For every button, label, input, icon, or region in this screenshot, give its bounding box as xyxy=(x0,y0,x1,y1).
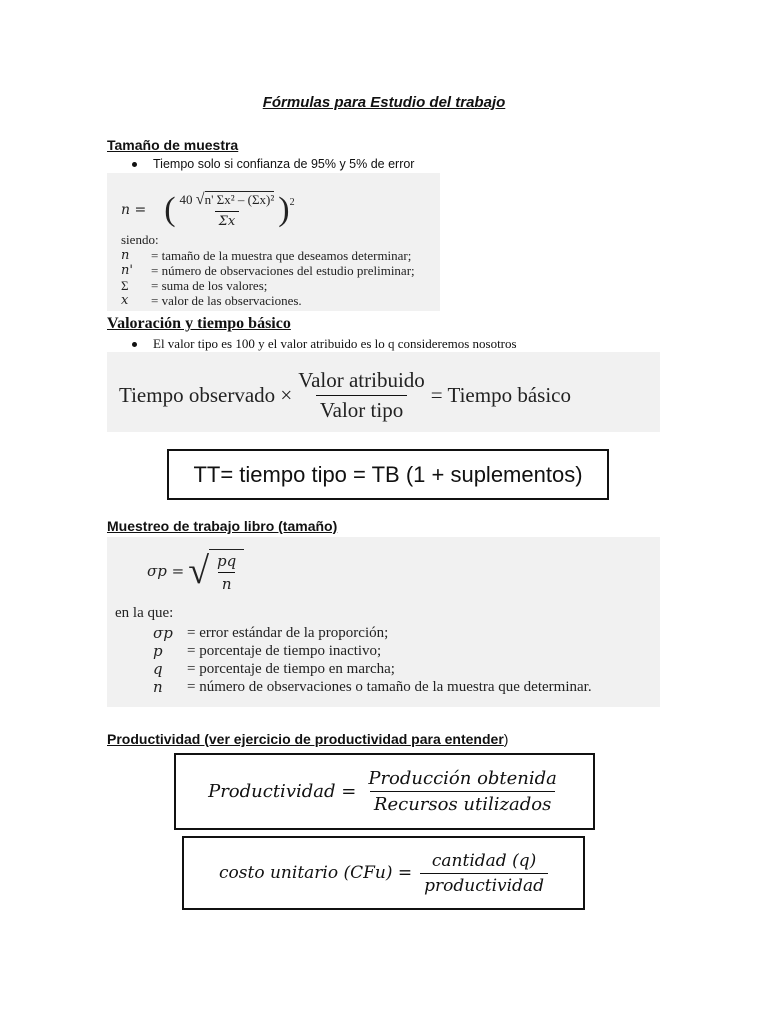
sample-size-definitions xyxy=(121,248,421,308)
fraction-numerator xyxy=(176,191,279,211)
fraction-denominator: Σx xyxy=(215,211,240,229)
definition-row: σp = error estándar de la proporción; xyxy=(153,624,389,642)
formula-tiempo-basico xyxy=(107,352,660,432)
paren-left: ( xyxy=(164,191,176,228)
formula-muestreo xyxy=(107,537,660,707)
exponent: 2 xyxy=(289,197,295,208)
heading-tamano-muestra: Tamaño de muestra xyxy=(107,137,239,153)
tiempo-basico-equation xyxy=(119,368,571,423)
equation-lhs: σp = xyxy=(147,562,185,580)
fraction-denominator: n xyxy=(218,572,236,593)
definition-row: n = tamaño de la muestra que deseamos determinar; xyxy=(121,248,412,263)
definition-row: p = porcentaje de tiempo inactivo; xyxy=(153,642,382,660)
tiempo-tipo-box: TT= tiempo tipo = TB (1 + suplementos) xyxy=(167,449,609,500)
equation-left: Tiempo observado × xyxy=(119,383,293,407)
costo-unitario-box xyxy=(182,836,585,910)
fraction-numerator: Producción obtenida xyxy=(368,768,557,789)
definition-row: n = número de observaciones o tamaño de la muestra que determinar. xyxy=(153,678,592,696)
fraction-numerator: pq xyxy=(217,552,237,570)
fraction-numerator: Valor atribuido xyxy=(298,368,425,392)
muestreo-definitions xyxy=(153,624,598,696)
definition-row: q = porcentaje de tiempo en marcha; xyxy=(153,660,395,678)
page-title: Fórmulas para Estudio del trabajo xyxy=(262,94,506,111)
bullet-confianza xyxy=(132,157,414,171)
heading-productividad: Productividad (ver ejercicio de productividad para entender xyxy=(107,731,504,747)
fraction-denominator: Recursos utilizados xyxy=(370,791,555,815)
bullet-text: Tiempo solo si confianza de 95% y 5% de error xyxy=(153,157,415,171)
costo-unitario-fraction xyxy=(420,851,548,896)
sample-size-equation xyxy=(121,191,295,229)
fraction-denominator: Valor tipo xyxy=(316,395,407,423)
productividad-fraction xyxy=(364,768,561,815)
sigma-p-equation xyxy=(147,549,244,593)
fraction-denominator: productividad xyxy=(420,873,548,896)
siendo-label: siendo: xyxy=(121,232,159,247)
numerator-radicand: n' Σx² – (Σx)² xyxy=(204,192,275,207)
productividad-box xyxy=(174,753,595,830)
sqrt-sign: √ xyxy=(195,191,205,208)
bullet-text: El valor tipo es 100 y el valor atribuido es lo q consideremos nosotros xyxy=(153,336,517,351)
heading-close-paren: ) xyxy=(503,731,509,747)
heading-valoracion: Valoración y tiempo básico xyxy=(107,315,291,332)
valor-fraction xyxy=(294,368,429,423)
productividad-lhs: Productividad = xyxy=(208,781,357,802)
fraction-numerator: cantidad (q) xyxy=(431,850,537,871)
bullet-dot xyxy=(132,342,137,347)
heading-productividad-line xyxy=(107,731,508,747)
en-la-que-label: en la que: xyxy=(115,605,174,621)
bullet-dot xyxy=(132,162,137,167)
costo-unitario-lhs: costo unitario (CFu) = xyxy=(219,863,413,883)
bullet-valor-tipo xyxy=(132,336,517,352)
pq-fraction xyxy=(209,549,244,593)
heading-muestreo: Muestreo de trabajo libro (tamaño) xyxy=(107,518,338,534)
equation-lhs: n = xyxy=(121,202,147,218)
definition-row: n' = número de observaciones del estudio preliminar; xyxy=(121,263,415,278)
numerator-constant: 40 xyxy=(179,192,193,207)
definition-row: Σ = suma de los valores; xyxy=(121,278,268,293)
formula-sample-size xyxy=(107,173,440,311)
paren-right: ) xyxy=(278,191,290,228)
definition-row: x = valor de las observaciones. xyxy=(121,293,302,308)
sqrt-sign: √ xyxy=(188,550,210,592)
sample-size-fraction xyxy=(176,191,279,229)
equation-right: = Tiempo básico xyxy=(430,383,571,407)
